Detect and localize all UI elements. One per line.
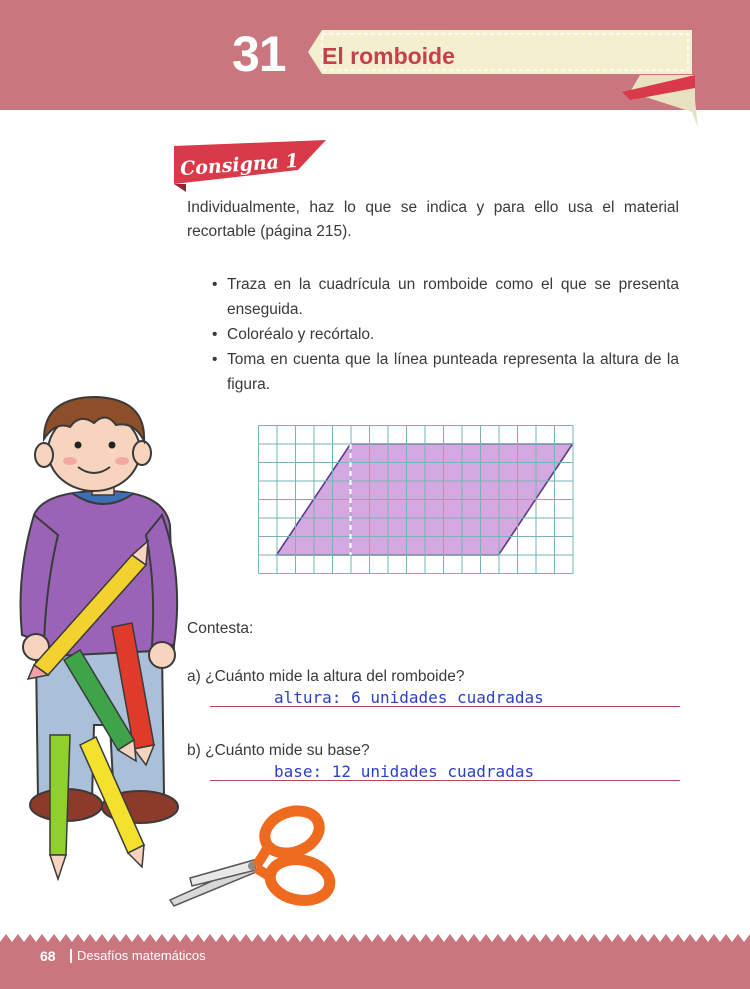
page-number: 68 xyxy=(40,948,56,964)
question-text: ¿Cuánto mide su base? xyxy=(205,742,370,759)
answer-b[interactable]: base: 12 unidades cuadradas xyxy=(274,762,535,781)
question-a xyxy=(187,666,464,688)
bullet-item: • Toma en cuenta que la línea punteada representa la altura de la figura. xyxy=(212,347,679,397)
contesta-label: Contesta: xyxy=(187,620,254,637)
answer-a[interactable]: altura: 6 unidades cuadradas xyxy=(274,688,544,707)
rhomboid-grid-figure xyxy=(258,425,591,575)
book-title: Desafíos matemáticos xyxy=(77,948,206,963)
instruction-paragraph: Individualmente, haz lo que se indica y para ello usa el material recortable (página 215). xyxy=(187,199,679,240)
instruction-bullets xyxy=(212,272,679,397)
orange-scissors-icon xyxy=(160,802,340,914)
lesson-number: 31 xyxy=(232,26,286,82)
bullet-item: • Coloréalo y recórtalo. xyxy=(212,322,679,347)
question-letter: a) xyxy=(187,668,201,685)
bullet-item: • Traza en la cuadrícula un romboide como el que se presenta enseguida. xyxy=(212,272,679,322)
answer-line-a xyxy=(210,706,680,707)
answer-line-b xyxy=(210,780,680,781)
consigna-label: Consigna 1 xyxy=(179,149,300,181)
question-b xyxy=(187,740,370,762)
question-text: ¿Cuánto mide la altura del romboide? xyxy=(205,668,465,685)
question-letter: b) xyxy=(187,742,201,759)
lesson-title: El romboide xyxy=(322,43,455,69)
footer-separator xyxy=(70,949,72,963)
